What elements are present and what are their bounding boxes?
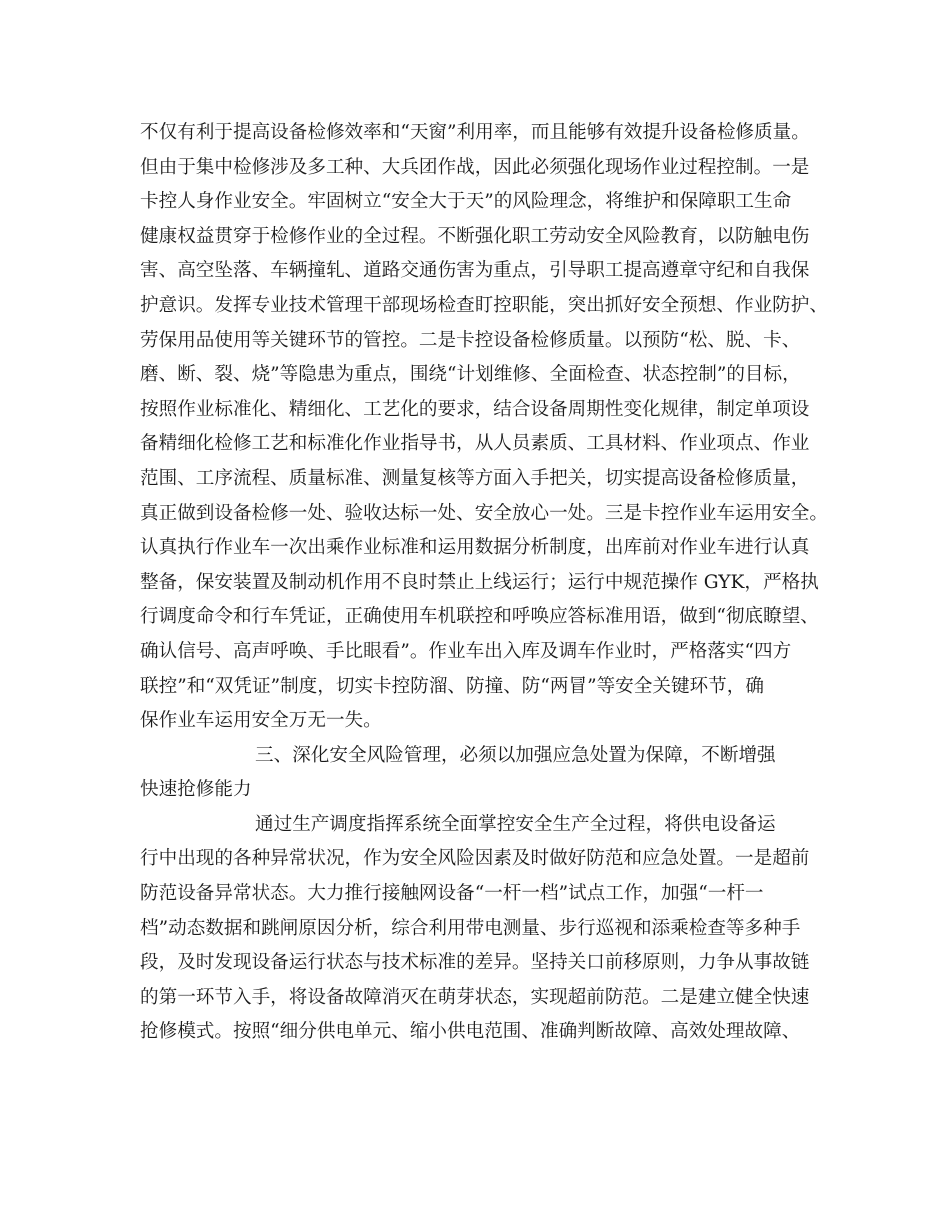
text-line: 护意识。发挥专业技术管理干部现场检查盯控职能，突出抓好安全预想、作业防护、 <box>140 294 828 316</box>
text-line: 认真执行作业车一次出乘作业标准和运用数据分析制度，出库前对作业车进行认真 <box>140 537 810 559</box>
text-line: 健康权益贯穿于检修作业的全过程。不断强化职工劳动安全风险教育，以防触电伤 <box>140 225 810 247</box>
text-line: 档”动态数据和跳闸原因分析，综合利用带电测量、步行巡视和添乘检查等多种手 <box>140 917 801 939</box>
text-line: 防范设备异常状态。大力推行接触网设备“一杆一档”试点工作，加强“一杆一 <box>140 883 764 905</box>
text-line: 真正做到设备检修一处、验收达标一处、安全放心一处。三是卡控作业车运用安全。 <box>140 502 828 524</box>
text-line: 劳保用品使用等关键环节的管控。二是卡控设备检修质量。以预防“松、脱、卡、 <box>140 329 801 351</box>
text-line: 按照作业标准化、精细化、工艺化的要求，结合设备周期性变化规律，制定单项设 <box>140 398 810 420</box>
section-heading-line: 快速抢修能力 <box>140 779 252 801</box>
text-line: 备精细化检修工艺和标准化作业指导书，从人员素质、工具材料、作业项点、作业 <box>140 433 810 455</box>
text-line: 整备，保安装置及制动机作用不良时禁止上线运行；运行中规范操作 GYK，严格执 <box>140 571 819 593</box>
text-line: 范围、工序流程、质量标准、测量复核等方面入手把关，切实提高设备检修质量， <box>140 467 810 489</box>
text-line: 磨、断、裂、烧”等隐患为重点，围绕“计划维修、全面检查、状态控制”的目标， <box>140 364 801 386</box>
text-line: 保作业车运用安全万无一失。 <box>140 710 382 732</box>
text-line: 联控”和“双凭证”制度，切实卡控防溜、防撞、防“两冒”等安全关键环节，确 <box>140 675 764 697</box>
text-line: 行调度命令和行车凭证，正确使用车机联控和呼唤应答标准用语，做到“彻底瞭望、 <box>140 606 819 628</box>
text-line: 卡控人身作业安全。牢固树立“安全大于天”的风险理念，将维护和保障职工生命 <box>140 191 792 213</box>
section-heading-line: 三、深化安全风险管理，必须以加强应急处置为保障，不断增强 <box>255 744 776 766</box>
text-line: 不仅有利于提高设备检修效率和“天窗”利用率，而且能够有效提升设备检修质量。 <box>140 122 810 143</box>
text-line: 段，及时发现设备运行状态与技术标准的差异。坚持关口前移原则，力争从事故链 <box>140 952 810 974</box>
text-line: 但由于集中检修涉及多工种、大兵团作战，因此必须强化现场作业过程控制。一是 <box>140 156 810 178</box>
text-line: 确认信号、高声呼唤、手比眼看”。作业车出入库及调车作业时，严格落实“四方 <box>140 640 792 662</box>
text-line: 抢修模式。按照“细分供电单元、缩小供电范围、准确判断故障、高效处理故障、 <box>140 1021 801 1043</box>
document-body <box>140 116 840 1050</box>
text-line: 害、高空坠落、车辆撞轧、道路交通伤害为重点，引导职工提高遵章守纪和自我保 <box>140 260 810 282</box>
text-line: 的第一环节入手，将设备故障消灭在萌芽状态，实现超前防范。二是建立健全快速 <box>140 986 810 1008</box>
paragraph-first-line: 通过生产调度指挥系统全面掌控安全生产全过程，将供电设备运 <box>255 813 776 835</box>
text-line: 行中出现的各种异常状况，作为安全风险因素及时做好防范和应急处置。一是超前 <box>140 848 810 870</box>
